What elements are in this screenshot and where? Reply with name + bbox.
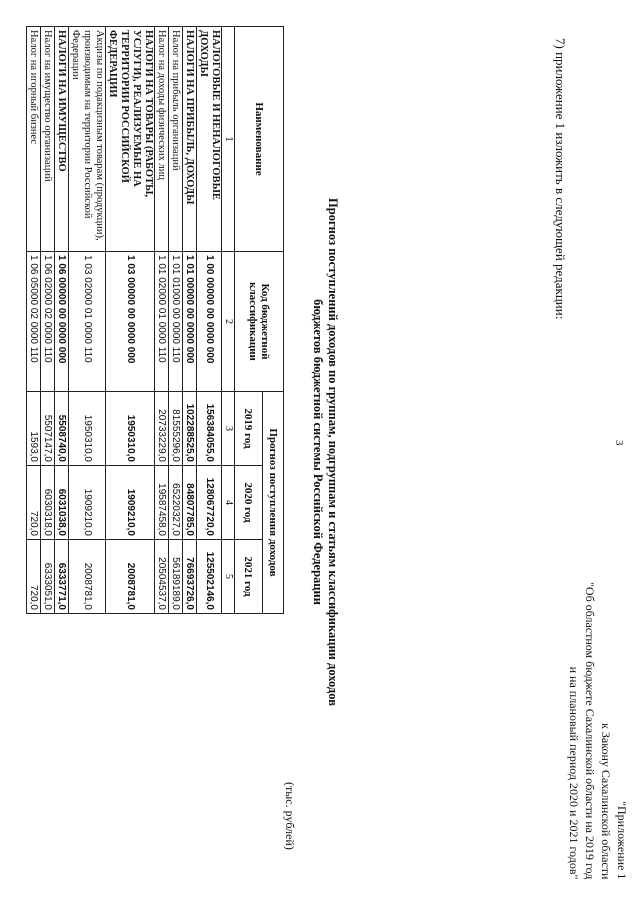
- cell-2020: 6030318,0: [41, 466, 55, 540]
- table-row: [55, 27, 69, 614]
- table-row: [197, 27, 222, 614]
- cell-name: Налог на имущество организаций: [41, 27, 55, 252]
- header-forecast: Прогноз поступления доходов: [262, 392, 283, 614]
- cell-2021: 720,0: [27, 540, 41, 614]
- header-year-2019: 2019 год: [235, 392, 263, 466]
- cell-2021: 20504537,0: [155, 540, 169, 614]
- cell-2019: 1950310,0: [69, 392, 106, 466]
- table-row: [27, 27, 41, 614]
- index-cell: 2: [222, 252, 235, 392]
- cell-2019: 20733229,0: [155, 392, 169, 466]
- index-row: [222, 27, 235, 614]
- cell-2021: 125502146,0: [197, 540, 222, 614]
- index-cell: 4: [222, 466, 235, 540]
- cell-2020: 720,0: [27, 466, 41, 540]
- cell-name: Налог на прибыль организаций: [169, 27, 183, 252]
- header-year-2021: 2021 год: [235, 540, 263, 614]
- cell-name: НАЛОГИ НА ТОВАРЫ (РАБОТЫ, УСЛУГИ), РЕАЛИЗУЕМЫЕ НА ТЕРРИТОРИИ РОССИЙСКОЙ ФЕДЕРАЦИИ: [106, 27, 155, 252]
- cell-2019: 1950310,0: [106, 392, 155, 466]
- cell-2019: 5508740,0: [55, 392, 69, 466]
- cell-2020: 19587458,0: [155, 466, 169, 540]
- cell-name: Налог на игорный бизнес: [27, 27, 41, 252]
- header-name: Наименование: [235, 27, 284, 252]
- cell-name: Акцизы по подакцизным товарам (продукции), производимым на территории Российской Федерации: [69, 27, 106, 252]
- cell-code: 1 00 00000 00 0000 000: [197, 252, 222, 392]
- cell-name: НАЛОГОВЫЕ И НЕНАЛОГОВЫЕ ДОХОДЫ: [197, 27, 222, 252]
- table-row: [183, 27, 197, 614]
- page-number: 3: [613, 440, 625, 446]
- cell-2020: 1909210,0: [106, 466, 155, 540]
- cell-name: Налог на доходы физических лиц: [155, 27, 169, 252]
- cell-2020: 128067720,0: [197, 466, 222, 540]
- index-cell: 5: [222, 540, 235, 614]
- cell-code: 1 03 00000 00 0000 000: [106, 252, 155, 392]
- table-row: [155, 27, 169, 614]
- cell-2021: 6333051,0: [41, 540, 55, 614]
- header-code: Код бюджетной классификации: [235, 252, 284, 392]
- cell-2019: 102288525,0: [183, 392, 197, 466]
- cell-2020: 84807785,0: [183, 466, 197, 540]
- cell-2020: 65220327,0: [169, 466, 183, 540]
- appendix-line: к Закону Сахалинской области: [599, 723, 613, 880]
- cell-2020: 6031038,0: [55, 466, 69, 540]
- table-row: [106, 27, 155, 614]
- cell-name: НАЛОГИ НА ПРИБЫЛЬ, ДОХОДЫ: [183, 27, 197, 252]
- appendix-header: [566, 582, 630, 879]
- appendix-line: и на плановый период 2020 и 2021 годов": [567, 666, 581, 880]
- cell-code: 1 01 02000 01 0000 110: [155, 252, 169, 392]
- cell-2019: 81555296,0: [169, 392, 183, 466]
- cell-code: 1 03 02000 01 0000 110: [69, 252, 106, 392]
- cell-2021: 2008781,0: [69, 540, 106, 614]
- units-label: (тыс. рублей): [283, 782, 297, 850]
- appendix-line: "Об областном бюджете Сахалинской области на 2019 год: [583, 582, 597, 880]
- cell-code: 1 01 01000 00 0000 110: [169, 252, 183, 392]
- index-cell: 1: [222, 27, 235, 252]
- cell-2021: 2008781,0: [106, 540, 155, 614]
- cell-code: 1 01 00000 00 0000 000: [183, 252, 197, 392]
- cell-2019: 156384055,0: [197, 392, 222, 466]
- cell-code: 1 06 00000 00 0000 000: [55, 252, 69, 392]
- cell-2021: 6333771,0: [55, 540, 69, 614]
- cell-name: НАЛОГИ НА ИМУЩЕСТВО: [55, 27, 69, 252]
- cell-code: 1 06 02000 02 0000 110: [41, 252, 55, 392]
- title-line: Прогноз поступлений доходов по группам, подгруппам и статьям классификации доходов: [326, 198, 340, 706]
- table-row: [69, 27, 106, 614]
- index-cell: 3: [222, 392, 235, 466]
- table-title: [310, 192, 340, 712]
- table-row: [41, 27, 55, 614]
- header-year-2020: 2020 год: [235, 466, 263, 540]
- intro-text: 7) приложение 1 изложить в следующей редакции:: [553, 38, 568, 320]
- appendix-line: "Приложение 1: [615, 801, 629, 880]
- cell-code: 1 06 05000 02 0000 110: [27, 252, 41, 392]
- cell-2021: 76693726,0: [183, 540, 197, 614]
- cell-2021: 56189189,0: [169, 540, 183, 614]
- title-line: бюджетов бюджетной системы Российской Федерации: [311, 299, 325, 605]
- cell-2019: 5507147,0: [41, 392, 55, 466]
- cell-2019: 1593,0: [27, 392, 41, 466]
- cell-2020: 1909210,0: [69, 466, 106, 540]
- revenue-table: [26, 26, 284, 614]
- table-row: [169, 27, 183, 614]
